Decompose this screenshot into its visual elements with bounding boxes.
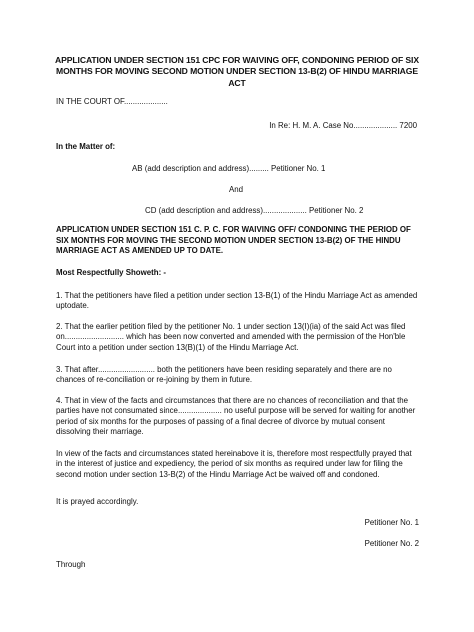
paragraph-3: 3. That after.......................... both the petitioners have been residing separately and there are no chances of re-conciliation or re-joining by them in future. (56, 365, 392, 385)
paragraph-2: 2. That the earlier petition filed by the petitioner No. 1 under section 13(I)(ia) of the said Act was filed on........................... which has been now converted and amended with the permission of the Hon'ble Court into a petition under section 13(B)(1) of the Hindu Marriage Act. (56, 322, 406, 352)
application-subtitle: APPLICATION UNDER SECTION 151 C. P. C. FOR WAIVING OFF/ CONDONING THE PERIOD OF SIX MONTHS FOR MOVING THE SECOND MOTION UNDER SECTION 13-B(2) OF THE HINDU MARRIAGE ACT AS AMENDED UP TO DATE. (56, 225, 411, 256)
paragraph-4: 4. That in view of the facts and circumstances that there are no chances of reconciliation and that the parties have not consumated since.................... no useful purpose will be served for waiting for another period of six months for the purposes of passing of a final decree of divorce by mutual consent dissolving their marriage. (56, 396, 416, 436)
paragraph-5: In view of the facts and circumstances stated hereinabove it is, therefore most respectfully prayed that in the interest of justice and expediency, the period of six months as required under law for filing the second motion under section 13-B(2) of the Hindu Marriage Act be waived off and condoned. (56, 449, 412, 479)
petitioner-1-line: AB (add description and address)......... Petitioner No. 1 (132, 164, 326, 173)
signature-petitioner-1: Petitioner No. 1 (364, 518, 419, 527)
document-title: APPLICATION UNDER SECTION 151 CPC FOR WAIVING OFF, CONDONING PERIOD OF SIX MONTHS FOR MOVING SECOND MOTION UNDER SECTION 13-B(2) OF HINDU MARRIAGE ACT (55, 55, 419, 88)
paragraph-1: 1. That the petitioners have filed a petition under section 13-B(1) of the Hindu Marriage Act as amended uptodate. (56, 291, 418, 311)
case-reference: In Re: H. M. A. Case No.................... 7200 (269, 121, 417, 130)
petitioner-2-line: CD (add description and address).................... Petitioner No. 2 (145, 206, 364, 215)
through-line: Through (56, 560, 86, 569)
signature-petitioner-2: Petitioner No. 2 (364, 539, 419, 548)
prayer-line: It is prayed accordingly. (56, 497, 139, 506)
and-separator: And (229, 185, 244, 194)
in-the-matter-heading: In the Matter of: (56, 142, 116, 151)
showeth-heading: Most Respectfully Showeth: - (56, 268, 167, 277)
court-line: IN THE COURT OF.................... (56, 97, 168, 106)
